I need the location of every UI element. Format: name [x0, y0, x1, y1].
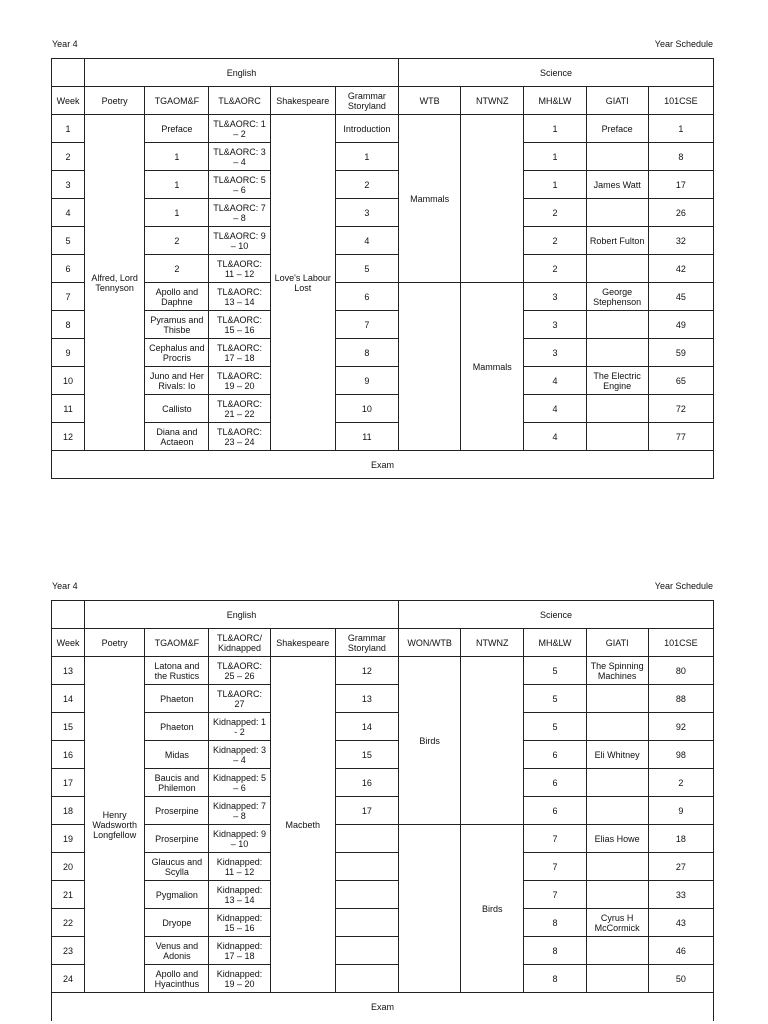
table-row — [52, 769, 714, 797]
week-cell: 24 — [52, 965, 85, 993]
cse-cell: 59 — [648, 339, 713, 367]
mhlw-cell: 4 — [524, 423, 586, 451]
grammar-cell: 7 — [335, 311, 398, 339]
cse-cell: 26 — [648, 199, 713, 227]
grammar-cell: Introduction — [335, 115, 398, 143]
table-row — [52, 227, 714, 255]
mhlw-cell: 5 — [524, 685, 586, 713]
column-header: Poetry — [85, 87, 145, 115]
grammar-cell: 11 — [335, 423, 398, 451]
group-header-row — [52, 601, 714, 629]
tgaom-cell: Preface — [145, 115, 209, 143]
giati-cell — [586, 339, 648, 367]
cse-cell: 2 — [648, 769, 713, 797]
grammar-cell — [335, 937, 398, 965]
science-group-header: Science — [399, 59, 714, 87]
tlaorc-cell: Kidnapped: 13 – 14 — [209, 881, 270, 909]
grammar-cell: 16 — [335, 769, 398, 797]
tlaorc-cell: TL&AORC: 19 – 20 — [209, 367, 270, 395]
cse-cell: 43 — [648, 909, 713, 937]
grammar-cell: 4 — [335, 227, 398, 255]
giati-cell — [586, 937, 648, 965]
table-row — [52, 881, 714, 909]
table-row — [52, 339, 714, 367]
tgaom-cell: Phaeton — [145, 685, 209, 713]
column-header: Grammar Storyland — [335, 629, 398, 657]
tlaorc-cell: TL&AORC: 1 – 2 — [209, 115, 270, 143]
column-header: Shakespeare — [270, 629, 335, 657]
column-header: Week — [52, 629, 85, 657]
giati-cell: The Spinning Machines — [586, 657, 648, 685]
mhlw-cell: 7 — [524, 853, 586, 881]
tgaom-cell: Apollo and Daphne — [145, 283, 209, 311]
giati-cell — [586, 423, 648, 451]
column-header: WTB — [399, 87, 461, 115]
cse-cell: 72 — [648, 395, 713, 423]
cse-cell: 50 — [648, 965, 713, 993]
column-header: Shakespeare — [270, 87, 335, 115]
column-header: TGAOM&F — [145, 87, 209, 115]
tgaom-cell: Latona and the Rustics — [145, 657, 209, 685]
giati-cell — [586, 797, 648, 825]
table-row — [52, 657, 714, 685]
mhlw-cell: 3 — [524, 283, 586, 311]
cse-cell: 27 — [648, 853, 713, 881]
table-row — [52, 685, 714, 713]
tlaorc-cell: TL&AORC: 9 – 10 — [209, 227, 270, 255]
tlaorc-cell: TL&AORC: 21 – 22 — [209, 395, 270, 423]
grammar-cell: 5 — [335, 255, 398, 283]
giati-cell: Eli Whitney — [586, 741, 648, 769]
schedule-label: Year Schedule — [654, 39, 713, 49]
column-header: 101CSE — [648, 629, 713, 657]
giati-cell — [586, 143, 648, 171]
giati-cell — [586, 395, 648, 423]
table-row — [52, 283, 714, 311]
column-header: WON/WTB — [399, 629, 461, 657]
tlaorc-cell: TL&AORC: 3 – 4 — [209, 143, 270, 171]
tlaorc-cell: TL&AORC: 13 – 14 — [209, 283, 270, 311]
mhlw-cell: 8 — [524, 937, 586, 965]
giati-cell — [586, 199, 648, 227]
column-header-row — [52, 87, 714, 115]
mhlw-cell: 6 — [524, 797, 586, 825]
table-row — [52, 909, 714, 937]
tlaorc-cell: Kidnapped: 5 – 6 — [209, 769, 270, 797]
tgaom-cell: Dryope — [145, 909, 209, 937]
grammar-cell: 13 — [335, 685, 398, 713]
tlaorc-cell: TL&AORC: 5 – 6 — [209, 171, 270, 199]
column-header: Grammar Storyland — [335, 87, 398, 115]
tgaom-cell: Glaucus and Scylla — [145, 853, 209, 881]
science-group-header: Science — [399, 601, 714, 629]
table-row — [52, 171, 714, 199]
week-cell: 7 — [52, 283, 85, 311]
tgaom-cell: Venus and Adonis — [145, 937, 209, 965]
week-cell: 8 — [52, 311, 85, 339]
tlaorc-cell: TL&AORC: 15 – 16 — [209, 311, 270, 339]
week-cell: 3 — [52, 171, 85, 199]
week-cell: 13 — [52, 657, 85, 685]
week-cell: 4 — [52, 199, 85, 227]
mhlw-cell: 5 — [524, 657, 586, 685]
table-row — [52, 367, 714, 395]
week-cell: 18 — [52, 797, 85, 825]
week-cell: 23 — [52, 937, 85, 965]
exam-cell: Exam — [52, 993, 714, 1021]
tgaom-cell: Pyramus and Thisbe — [145, 311, 209, 339]
tgaom-cell: 1 — [145, 171, 209, 199]
tgaom-cell: Proserpine — [145, 797, 209, 825]
tgaom-cell: Callisto — [145, 395, 209, 423]
tlaorc-cell: Kidnapped: 11 – 12 — [209, 853, 270, 881]
giati-cell — [586, 853, 648, 881]
mhlw-cell: 1 — [524, 115, 586, 143]
exam-cell: Exam — [52, 451, 714, 479]
week-cell: 11 — [52, 395, 85, 423]
week-cell: 6 — [52, 255, 85, 283]
cse-cell: 80 — [648, 657, 713, 685]
column-header: TGAOM&F — [145, 629, 209, 657]
grammar-cell: 17 — [335, 797, 398, 825]
week-cell: 22 — [52, 909, 85, 937]
cse-cell: 98 — [648, 741, 713, 769]
tlaorc-cell: Kidnapped: 9 – 10 — [209, 825, 270, 853]
cse-cell: 42 — [648, 255, 713, 283]
tlaorc-cell: TL&AORC: 23 – 24 — [209, 423, 270, 451]
exam-row — [52, 993, 714, 1021]
week-cell: 9 — [52, 339, 85, 367]
wtb-cell: Mammals — [399, 115, 461, 283]
year-label: Year 4 — [52, 581, 78, 591]
mhlw-cell: 2 — [524, 227, 586, 255]
table-row — [52, 853, 714, 881]
table-row — [52, 423, 714, 451]
table-row — [52, 255, 714, 283]
english-group-header: English — [85, 601, 399, 629]
poetry-cell: Alfred, Lord Tennyson — [85, 115, 145, 451]
column-header-row — [52, 629, 714, 657]
mhlw-cell: 1 — [524, 143, 586, 171]
column-header: MH&LW — [524, 87, 586, 115]
column-header: GIATI — [586, 87, 648, 115]
tlaorc-cell: TL&AORC: 27 — [209, 685, 270, 713]
giati-cell — [586, 311, 648, 339]
week-cell: 16 — [52, 741, 85, 769]
tgaom-cell: Pygmalion — [145, 881, 209, 909]
grammar-cell: 15 — [335, 741, 398, 769]
mhlw-cell: 1 — [524, 171, 586, 199]
grammar-cell — [335, 853, 398, 881]
table-row — [52, 937, 714, 965]
corner-cell — [52, 601, 85, 629]
column-header: GIATI — [586, 629, 648, 657]
week-cell: 19 — [52, 825, 85, 853]
giati-cell: The Electric Engine — [586, 367, 648, 395]
ntwnz-cell-blank — [461, 115, 524, 283]
mhlw-cell: 7 — [524, 825, 586, 853]
grammar-cell: 10 — [335, 395, 398, 423]
giati-cell: James Watt — [586, 171, 648, 199]
mhlw-cell: 4 — [524, 367, 586, 395]
column-header: NTWNZ — [461, 629, 524, 657]
wtb-cell-blank — [399, 825, 461, 993]
ntwnz-cell: Birds — [461, 825, 524, 993]
giati-cell — [586, 255, 648, 283]
tgaom-cell: Apollo and Hyacinthus — [145, 965, 209, 993]
table-row — [52, 797, 714, 825]
mhlw-cell: 8 — [524, 965, 586, 993]
mhlw-cell: 6 — [524, 741, 586, 769]
table-row — [52, 825, 714, 853]
column-header: Week — [52, 87, 85, 115]
exam-row — [52, 451, 714, 479]
column-header: TL&AORC/ Kidnapped — [209, 629, 270, 657]
tgaom-cell: Phaeton — [145, 713, 209, 741]
grammar-cell: 1 — [335, 143, 398, 171]
ntwnz-cell: Mammals — [461, 283, 524, 451]
giati-cell — [586, 769, 648, 797]
week-cell: 21 — [52, 881, 85, 909]
wtb-cell: Birds — [399, 657, 461, 825]
tgaom-cell: 1 — [145, 199, 209, 227]
week-cell: 5 — [52, 227, 85, 255]
shakespeare-cell: Macbeth — [270, 657, 335, 993]
column-header: 101CSE — [648, 87, 713, 115]
grammar-cell: 6 — [335, 283, 398, 311]
cse-cell: 65 — [648, 367, 713, 395]
table-row — [52, 311, 714, 339]
table-row — [52, 713, 714, 741]
giati-cell — [586, 685, 648, 713]
schedule-table — [51, 600, 714, 1021]
giati-cell — [586, 965, 648, 993]
grammar-cell: 9 — [335, 367, 398, 395]
mhlw-cell: 2 — [524, 199, 586, 227]
cse-cell: 77 — [648, 423, 713, 451]
week-cell: 10 — [52, 367, 85, 395]
week-cell: 2 — [52, 143, 85, 171]
mhlw-cell: 7 — [524, 881, 586, 909]
tlaorc-cell: TL&AORC: 11 – 12 — [209, 255, 270, 283]
column-header: NTWNZ — [461, 87, 524, 115]
grammar-cell — [335, 825, 398, 853]
table-row — [52, 199, 714, 227]
cse-cell: 45 — [648, 283, 713, 311]
cse-cell: 18 — [648, 825, 713, 853]
tlaorc-cell: TL&AORC: 17 – 18 — [209, 339, 270, 367]
giati-cell — [586, 881, 648, 909]
mhlw-cell: 6 — [524, 769, 586, 797]
english-group-header: English — [85, 59, 399, 87]
shakespeare-cell: Love's Labour Lost — [270, 115, 335, 451]
corner-cell — [52, 59, 85, 87]
grammar-cell: 14 — [335, 713, 398, 741]
grammar-cell: 12 — [335, 657, 398, 685]
table-row — [52, 741, 714, 769]
tlaorc-cell: Kidnapped: 3 – 4 — [209, 741, 270, 769]
tgaom-cell: 2 — [145, 227, 209, 255]
week-cell: 17 — [52, 769, 85, 797]
tgaom-cell: Proserpine — [145, 825, 209, 853]
giati-cell: Elias Howe — [586, 825, 648, 853]
group-header-row — [52, 59, 714, 87]
mhlw-cell: 5 — [524, 713, 586, 741]
ntwnz-cell-blank — [461, 657, 524, 825]
giati-cell: Cyrus H McCormick — [586, 909, 648, 937]
cse-cell: 8 — [648, 143, 713, 171]
cse-cell: 9 — [648, 797, 713, 825]
grammar-cell — [335, 965, 398, 993]
tlaorc-cell: Kidnapped: 15 – 16 — [209, 909, 270, 937]
column-header: Poetry — [85, 629, 145, 657]
cse-cell: 32 — [648, 227, 713, 255]
week-cell: 1 — [52, 115, 85, 143]
mhlw-cell: 8 — [524, 909, 586, 937]
grammar-cell: 3 — [335, 199, 398, 227]
tlaorc-cell: TL&AORC: 7 – 8 — [209, 199, 270, 227]
tlaorc-cell: Kidnapped: 1 - 2 — [209, 713, 270, 741]
table-row — [52, 395, 714, 423]
week-cell: 20 — [52, 853, 85, 881]
grammar-cell: 8 — [335, 339, 398, 367]
giati-cell — [586, 713, 648, 741]
cse-cell: 88 — [648, 685, 713, 713]
schedule-table — [51, 58, 714, 479]
cse-cell: 33 — [648, 881, 713, 909]
grammar-cell: 2 — [335, 171, 398, 199]
mhlw-cell: 4 — [524, 395, 586, 423]
poetry-cell: Henry Wadsworth Longfellow — [85, 657, 145, 993]
cse-cell: 92 — [648, 713, 713, 741]
mhlw-cell: 3 — [524, 311, 586, 339]
grammar-cell — [335, 881, 398, 909]
wtb-cell-blank — [399, 283, 461, 451]
week-cell: 12 — [52, 423, 85, 451]
tgaom-cell: Baucis and Philemon — [145, 769, 209, 797]
tlaorc-cell: TL&AORC: 25 – 26 — [209, 657, 270, 685]
week-cell: 14 — [52, 685, 85, 713]
giati-cell: George Stephenson — [586, 283, 648, 311]
tlaorc-cell: Kidnapped: 17 – 18 — [209, 937, 270, 965]
tgaom-cell: 2 — [145, 255, 209, 283]
table-row — [52, 143, 714, 171]
week-cell: 15 — [52, 713, 85, 741]
mhlw-cell: 2 — [524, 255, 586, 283]
column-header: TL&AORC — [209, 87, 270, 115]
year-label: Year 4 — [52, 39, 78, 49]
giati-cell: Robert Fulton — [586, 227, 648, 255]
tlaorc-cell: Kidnapped: 7 – 8 — [209, 797, 270, 825]
tgaom-cell: Juno and Her Rivals: Io — [145, 367, 209, 395]
tgaom-cell: Cephalus and Procris — [145, 339, 209, 367]
table-row — [52, 965, 714, 993]
grammar-cell — [335, 909, 398, 937]
mhlw-cell: 3 — [524, 339, 586, 367]
schedule-label: Year Schedule — [654, 581, 713, 591]
cse-cell: 46 — [648, 937, 713, 965]
tgaom-cell: Midas — [145, 741, 209, 769]
tgaom-cell: Diana and Actaeon — [145, 423, 209, 451]
giati-cell: Preface — [586, 115, 648, 143]
column-header: MH&LW — [524, 629, 586, 657]
tlaorc-cell: Kidnapped: 19 – 20 — [209, 965, 270, 993]
table-row — [52, 115, 714, 143]
cse-cell: 17 — [648, 171, 713, 199]
cse-cell: 49 — [648, 311, 713, 339]
cse-cell: 1 — [648, 115, 713, 143]
tgaom-cell: 1 — [145, 143, 209, 171]
